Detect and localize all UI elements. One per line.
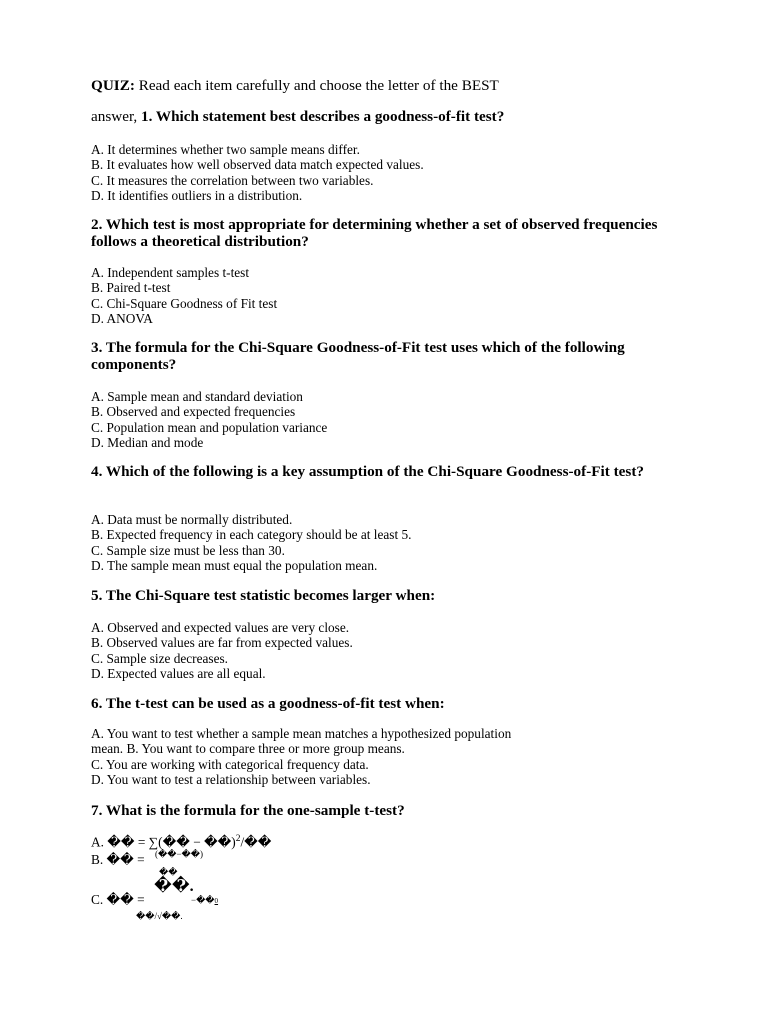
option: B. Expected frequency in each category should be at least 5. xyxy=(91,527,412,543)
option: A. Data must be normally distributed. xyxy=(91,512,293,527)
quiz-instruction xyxy=(91,76,691,96)
option: B. Paired t-test xyxy=(91,280,171,296)
option: C. Chi-Square Goodness of Fit test xyxy=(91,295,278,311)
question-1-text: 1. Which statement best describes a goodness-of-fit test? xyxy=(141,108,505,125)
option: C. Sample size must be less than 30. xyxy=(91,542,285,558)
option: B. It evaluates how well observed data match expected values. xyxy=(91,157,424,173)
question-4-text: 4. Which of the following is a key assumption of the Chi-Square Goodness-of-Fit test? xyxy=(91,463,644,480)
quiz-label: QUIZ: xyxy=(91,77,135,94)
question-6-text: 6. The t-test can be used as a goodness-of-fit test when: xyxy=(91,695,445,712)
option: A. You want to test whether a sample mean matches a hypothesized population xyxy=(91,726,512,741)
question-6-options xyxy=(91,726,691,788)
option: C. Population mean and population variance xyxy=(91,419,328,435)
formula-b-numerator: (��−��) xyxy=(155,849,203,859)
option: D. The sample mean must equal the population mean. xyxy=(91,558,378,574)
formula-c-denominator: ��/√��. xyxy=(136,911,183,921)
formula-c-mid: −�� xyxy=(191,895,215,905)
option: C. It measures the correlation between two variables. xyxy=(91,172,374,188)
formula-c-lead xyxy=(91,892,145,908)
question-1-line xyxy=(91,107,711,127)
option: D. Expected values are all equal. xyxy=(91,666,266,682)
question-5-text: 5. The Chi-Square test statistic becomes larger when: xyxy=(91,587,436,604)
question-5-options xyxy=(91,620,691,682)
formula-option-a xyxy=(91,834,271,850)
option: A. Independent samples t-test xyxy=(91,265,250,280)
option: A. Observed and expected values are very close. xyxy=(91,620,350,635)
formula-b-denominator: �� xyxy=(159,867,178,877)
option: D. It identifies outliers in a distribution. xyxy=(91,188,303,204)
option: D. ANOVA xyxy=(91,311,153,327)
option: mean. B. You want to compare three or more group means. xyxy=(91,741,405,757)
option: B. Observed values are far from expected values. xyxy=(91,635,353,651)
option: A. Sample mean and standard deviation xyxy=(91,389,303,404)
formula-c-subscript: 0 xyxy=(214,897,219,905)
question-2-text: 2. Which test is most appropriate for determining whether a set of observed frequencies follows a theoretical distribution? xyxy=(91,216,658,250)
question-1-options xyxy=(91,142,691,204)
question-4-options xyxy=(91,512,691,574)
instruction-text: Read each item carefully and choose the letter of the BEST xyxy=(134,77,499,94)
formula-a-exponent: 2 xyxy=(235,834,241,844)
option: D. You want to test a relationship between variables. xyxy=(91,772,371,788)
formula-b-main: B. �� = xyxy=(91,852,145,867)
formula-c-top: ��. xyxy=(154,878,194,895)
formula-a-tail: /�� xyxy=(240,834,272,850)
formula-option-b-lead xyxy=(91,852,145,868)
answer-prefix: answer, xyxy=(91,108,141,125)
question-3-options xyxy=(91,389,691,451)
option: A. It determines whether two sample means differ. xyxy=(91,142,360,157)
formula-a-main: A. �� = ∑(�� − ��) xyxy=(91,834,236,850)
formula-c-main: C. �� = xyxy=(91,892,145,907)
question-2-options xyxy=(91,265,691,327)
question-3-text: 3. The formula for the Chi-Square Goodness-of-Fit test uses which of the following components? xyxy=(91,339,625,373)
question-7-text: 7. What is the formula for the one-sample t-test? xyxy=(91,802,405,819)
formula-c-middle xyxy=(191,895,218,906)
option: B. Observed and expected frequencies xyxy=(91,404,296,420)
option: D. Median and mode xyxy=(91,435,204,451)
option: C. You are working with categorical frequency data. xyxy=(91,756,369,772)
option: C. Sample size decreases. xyxy=(91,650,228,666)
